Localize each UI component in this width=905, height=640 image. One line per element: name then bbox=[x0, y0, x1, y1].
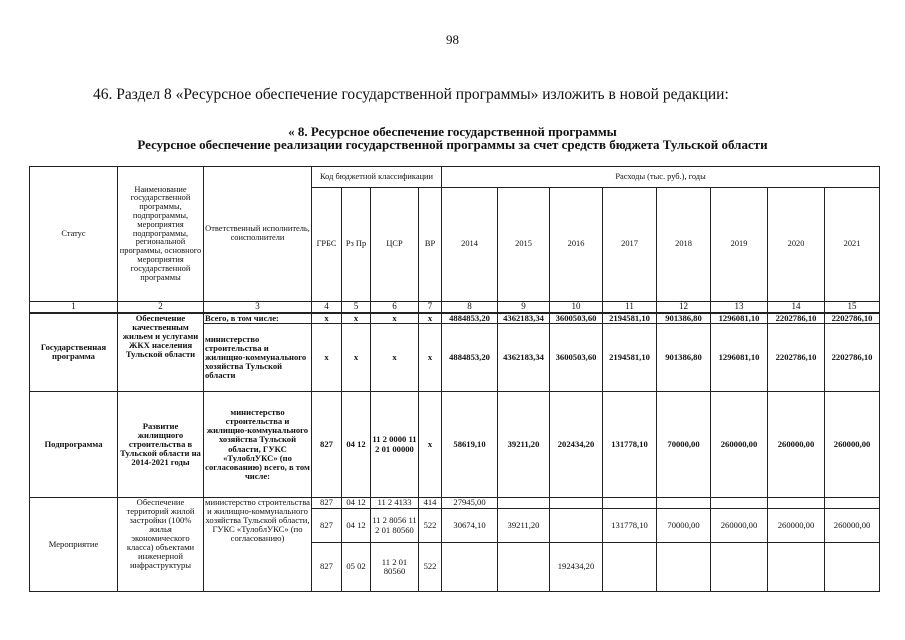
amount-cell: 2194581,10 bbox=[603, 313, 657, 324]
header-year: 2021 bbox=[825, 188, 880, 302]
csr-cell: x bbox=[371, 313, 419, 324]
header-rzpr: Рз Пр bbox=[342, 188, 371, 302]
amount-cell: 4362183,34 bbox=[498, 313, 550, 324]
column-number: 14 bbox=[768, 302, 825, 313]
amount-cell bbox=[550, 509, 603, 543]
section-title: « 8. Ресурсное обеспечение государственной программы bbox=[288, 124, 617, 139]
amount-cell bbox=[603, 543, 657, 592]
amount-cell: 260000,00 bbox=[768, 392, 825, 498]
amount-cell: 70000,00 bbox=[657, 392, 711, 498]
header-expenses: Расходы (тыс. руб.), годы bbox=[442, 167, 880, 188]
header-executor: Ответственный исполнитель, соисполнители bbox=[204, 167, 312, 302]
vr-cell: 414 bbox=[419, 498, 442, 509]
amount-cell: 27945,00 bbox=[442, 498, 498, 509]
amount-cell: 901386,80 bbox=[657, 313, 711, 324]
column-number: 10 bbox=[550, 302, 603, 313]
amount-cell bbox=[442, 543, 498, 592]
grbs-cell: 827 bbox=[312, 543, 342, 592]
vr-cell: 522 bbox=[419, 509, 442, 543]
header-year: 2014 bbox=[442, 188, 498, 302]
vr-cell: x bbox=[419, 313, 442, 324]
amount-cell: 2202786,10 bbox=[768, 313, 825, 324]
amount-cell bbox=[711, 498, 768, 509]
column-number: 3 bbox=[204, 302, 312, 313]
vr-cell: x bbox=[419, 392, 442, 498]
amount-cell: 3600503,60 bbox=[550, 313, 603, 324]
csr-cell: 11 2 01 80560 bbox=[371, 543, 419, 592]
amount-cell: 39211,20 bbox=[498, 509, 550, 543]
column-number: 13 bbox=[711, 302, 768, 313]
amount-cell bbox=[768, 543, 825, 592]
grbs-cell: 827 bbox=[312, 392, 342, 498]
column-number: 15 bbox=[825, 302, 880, 313]
header-status: Статус bbox=[30, 167, 118, 302]
header-grbs: ГРБС bbox=[312, 188, 342, 302]
header-vr: ВР bbox=[419, 188, 442, 302]
header-budget-code: Код бюджетной классификации bbox=[312, 167, 442, 188]
column-number: 9 bbox=[498, 302, 550, 313]
amount-cell: 192434,20 bbox=[550, 543, 603, 592]
header-csr: ЦСР bbox=[371, 188, 419, 302]
amount-cell bbox=[711, 543, 768, 592]
amount-cell bbox=[603, 498, 657, 509]
amount-cell: 131778,10 bbox=[603, 392, 657, 498]
column-number: 8 bbox=[442, 302, 498, 313]
amount-cell: 202434,20 bbox=[550, 392, 603, 498]
header-year: 2016 bbox=[550, 188, 603, 302]
amount-cell: 4884853,20 bbox=[442, 324, 498, 392]
measure-status: Мероприятие bbox=[30, 498, 118, 592]
column-number: 5 bbox=[342, 302, 371, 313]
amount-cell bbox=[498, 543, 550, 592]
amount-cell bbox=[657, 543, 711, 592]
column-number: 6 bbox=[371, 302, 419, 313]
amount-cell bbox=[550, 498, 603, 509]
subprogram-executor: министерство строительства и жилищно-коммунального хозяйства Тульской области, ГУКС «ТулоблУКС» (по согласованию) всего, в том числе: bbox=[204, 392, 312, 498]
amount-cell: 2202786,10 bbox=[825, 324, 880, 392]
column-number: 1 bbox=[30, 302, 118, 313]
column-number: 12 bbox=[657, 302, 711, 313]
rzpr-cell: 04 12 bbox=[342, 392, 371, 498]
header-year: 2020 bbox=[768, 188, 825, 302]
rzpr-cell: x bbox=[342, 313, 371, 324]
grbs-cell: 827 bbox=[312, 509, 342, 543]
amount-cell bbox=[768, 498, 825, 509]
amount-cell: 131778,10 bbox=[603, 509, 657, 543]
amount-cell: 3600503,60 bbox=[550, 324, 603, 392]
csr-cell: 11 2 8056 11 2 01 80560 bbox=[371, 509, 419, 543]
column-number: 2 bbox=[118, 302, 204, 313]
column-number: 7 bbox=[419, 302, 442, 313]
measure-executor: министерство строительства и жилищно-коммунального хозяйства Тульской области, ГУКС «ТулоблУКС» (по согласованию) bbox=[204, 498, 312, 592]
amount-cell: 2194581,10 bbox=[603, 324, 657, 392]
amount-cell: 1296081,10 bbox=[711, 324, 768, 392]
amount-cell: 70000,00 bbox=[657, 509, 711, 543]
amount-cell bbox=[657, 498, 711, 509]
gov-program-status: Государственная программа bbox=[30, 313, 118, 392]
grbs-cell: x bbox=[312, 324, 342, 392]
csr-cell: 11 2 4133 bbox=[371, 498, 419, 509]
measure-name: Обеспечение территорий жилой застройки (100% жилья экономического класса) объектами инженерной инфраструктуры bbox=[118, 498, 204, 592]
amount-cell: 4884853,20 bbox=[442, 313, 498, 324]
ministry-executor: министерство строительства и жилищно-коммунального хозяйства Тульской области bbox=[204, 324, 312, 392]
amount-cell bbox=[825, 498, 880, 509]
amount-cell: 260000,00 bbox=[825, 392, 880, 498]
header-year: 2015 bbox=[498, 188, 550, 302]
header-year: 2018 bbox=[657, 188, 711, 302]
amount-cell: 260000,00 bbox=[711, 509, 768, 543]
amount-cell: 1296081,10 bbox=[711, 313, 768, 324]
header-year: 2019 bbox=[711, 188, 768, 302]
page-number: 98 bbox=[446, 32, 459, 47]
csr-cell: x bbox=[371, 324, 419, 392]
table-title: Ресурсное обеспечение реализации государственной программы за счет средств бюджета Тульской области bbox=[137, 137, 768, 152]
rzpr-cell: 04 12 bbox=[342, 509, 371, 543]
subprogram-status: Подпрограмма bbox=[30, 392, 118, 498]
vr-cell: 522 bbox=[419, 543, 442, 592]
csr-cell: 11 2 0000 11 2 01 00000 bbox=[371, 392, 419, 498]
header-name: Наименование государственной программы, подпрограммы, мероприятия подпрограммы, региональной программы, основного мероприятия государственной программы bbox=[118, 167, 204, 302]
instruction-text: 46. Раздел 8 «Ресурсное обеспечение государственной программы» изложить в новой редакции: bbox=[93, 86, 729, 103]
total-label: Всего, в том числе: bbox=[204, 313, 312, 324]
amount-cell: 2202786,10 bbox=[825, 313, 880, 324]
grbs-cell: x bbox=[312, 313, 342, 324]
vr-cell: x bbox=[419, 324, 442, 392]
amount-cell: 2202786,10 bbox=[768, 324, 825, 392]
header-year: 2017 bbox=[603, 188, 657, 302]
amount-cell: 901386,80 bbox=[657, 324, 711, 392]
resource-table bbox=[29, 166, 880, 592]
grbs-cell: 827 bbox=[312, 498, 342, 509]
amount-cell: 260000,00 bbox=[825, 509, 880, 543]
rzpr-cell: 04 12 bbox=[342, 498, 371, 509]
amount-cell: 58619,10 bbox=[442, 392, 498, 498]
rzpr-cell: x bbox=[342, 324, 371, 392]
amount-cell: 39211,20 bbox=[498, 392, 550, 498]
rzpr-cell: 05 02 bbox=[342, 543, 371, 592]
amount-cell: 260000,00 bbox=[711, 392, 768, 498]
column-number: 4 bbox=[312, 302, 342, 313]
amount-cell: 260000,00 bbox=[768, 509, 825, 543]
subprogram-name: Развитие жилищного строительства в Тульской области на 2014-2021 годы bbox=[118, 392, 204, 498]
gov-program-name: Обеспечение качественным жильем и услугами ЖКХ населения Тульской области bbox=[118, 313, 204, 392]
amount-cell: 30674,10 bbox=[442, 509, 498, 543]
amount-cell: 4362183,34 bbox=[498, 324, 550, 392]
amount-cell bbox=[825, 543, 880, 592]
column-number: 11 bbox=[603, 302, 657, 313]
amount-cell bbox=[498, 498, 550, 509]
